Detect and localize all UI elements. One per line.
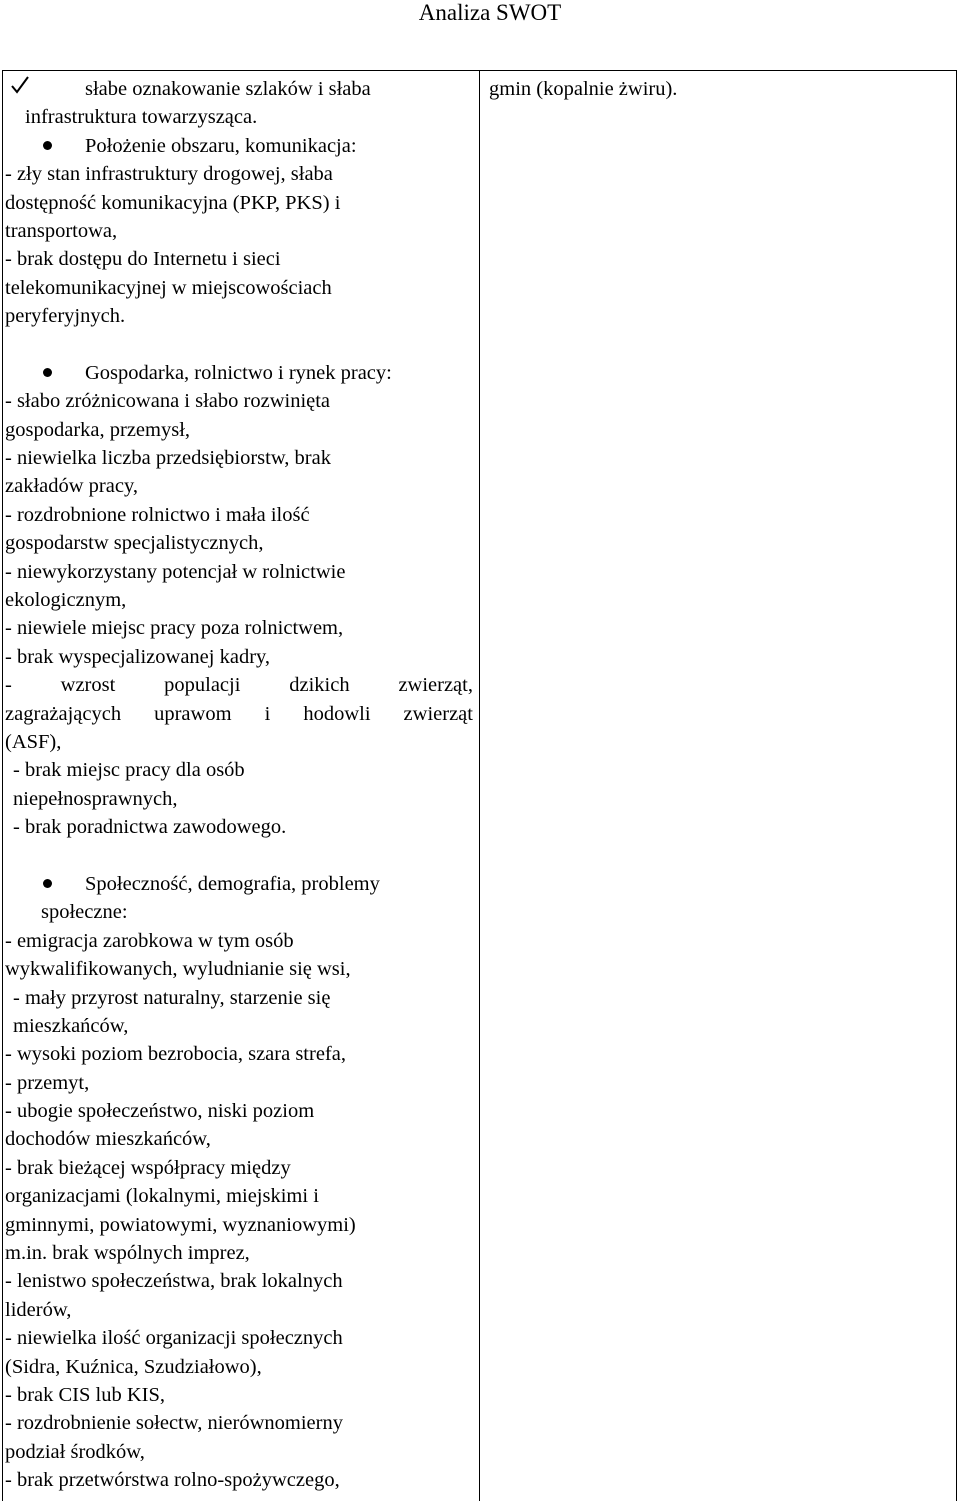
text-line: telekomunikacyjnej w miejscowościach: [5, 276, 332, 299]
bullet-icon: [43, 879, 52, 888]
text-line: - słabo zróżnicowana i słabo rozwinięta: [5, 390, 331, 413]
justified-text-line: - wzrost populacji dzikich zwierząt,: [5, 674, 473, 697]
text-line: organizacjami (lokalnymi, miejskimi i: [5, 1185, 319, 1208]
text-line: niepełnosprawnych,: [13, 787, 178, 810]
section-heading-economy: Gospodarka, rolnictwo i rynek pracy:: [5, 359, 473, 387]
text-line: gmin (kopalnie żwiru).: [489, 78, 678, 100]
weaknesses-column: [5, 75, 473, 1495]
text-line: społeczne:: [41, 901, 128, 924]
text-line: - wysoki poziom bezrobocia, szara strefa,: [5, 1043, 346, 1066]
text-line: zakładów pracy,: [5, 475, 138, 498]
text-line: - emigracja zarobkowa w tym osób: [5, 929, 294, 952]
text-line: (Sidra, Kuźnica, Szudziałowo),: [5, 1355, 262, 1378]
bullet-icon: [43, 141, 52, 150]
text-line: - niewiele miejsc pracy poza rolnictwem,: [5, 617, 344, 640]
check-item: słabe oznakowanie szlaków i słaba: [5, 75, 473, 103]
text-line: - zły stan infrastruktury drogowej, słaba: [5, 163, 333, 186]
column-divider: [479, 71, 480, 1501]
section-heading-location: Położenie obszaru, komunikacja:: [5, 132, 473, 160]
text-line: transportowa,: [5, 219, 118, 242]
text-line: dochodów mieszkańców,: [5, 1128, 211, 1151]
text-line: wykwalifikowanych, wyludnianie się wsi,: [5, 958, 351, 981]
text-line: dostępność komunikacyjna (PKP, PKS) i: [5, 191, 341, 214]
text-line: - brak bieżącej współpracy między: [5, 1156, 291, 1179]
text-line: - rozdrobnienie sołectw, nierównomierny: [5, 1412, 343, 1435]
text-line: mieszkańców,: [13, 1014, 129, 1037]
text-line: - ubogie społeczeństwo, niski poziom: [5, 1100, 315, 1123]
text-line: (ASF),: [5, 730, 62, 753]
justified-text-line: zagrażających uprawom i hodowli zwierząt: [5, 702, 473, 725]
text-line: - brak przetwórstwa rolno-spożywczego,: [5, 1469, 340, 1492]
text-line: - niewykorzystany potencjał w rolnictwie: [5, 560, 346, 583]
text-line: - brak poradnictwa zawodowego.: [13, 816, 287, 839]
threats-column: [489, 75, 949, 103]
text-line: peryferyjnych.: [5, 305, 126, 328]
swot-table: [2, 70, 957, 1501]
text-line: - brak miejsc pracy dla osób: [13, 759, 245, 782]
text-line: - niewielka ilość organizacji społecznych: [5, 1327, 343, 1350]
text-line: - lenistwo społeczeństwa, brak lokalnych: [5, 1270, 343, 1293]
text-line: - niewielka liczba przedsiębiorstw, brak: [5, 447, 331, 470]
text-line: - brak wyspecjalizowanej kadry,: [5, 645, 271, 668]
text-line: - brak CIS lub KIS,: [5, 1383, 166, 1406]
text-line: - brak dostępu do Internetu i sieci: [5, 248, 281, 271]
checkmark-icon: [11, 75, 29, 103]
bullet-icon: [43, 368, 52, 377]
text-line: - mały przyrost naturalny, starzenie się: [13, 986, 331, 1009]
text-line: ekologicznym,: [5, 589, 127, 612]
text-line: gospodarka, przemysł,: [5, 418, 191, 441]
text-line: gospodarstw specjalistycznych,: [5, 532, 264, 555]
text-line: m.in. brak wspólnych imprez,: [5, 1242, 250, 1265]
text-line: - rozdrobnione rolnictwo i mała ilość: [5, 503, 310, 526]
text-line: podział środków,: [5, 1440, 145, 1463]
section-heading-society: Społeczność, demografia, problemy: [5, 870, 473, 898]
text-line: gminnymi, powiatowymi, wyznaniowymi): [5, 1213, 356, 1236]
page-title: Analiza SWOT: [418, 0, 562, 25]
text-line: liderów,: [5, 1298, 72, 1321]
text-line: infrastruktura towarzysząca.: [25, 106, 258, 129]
text-line: - przemyt,: [5, 1071, 90, 1094]
